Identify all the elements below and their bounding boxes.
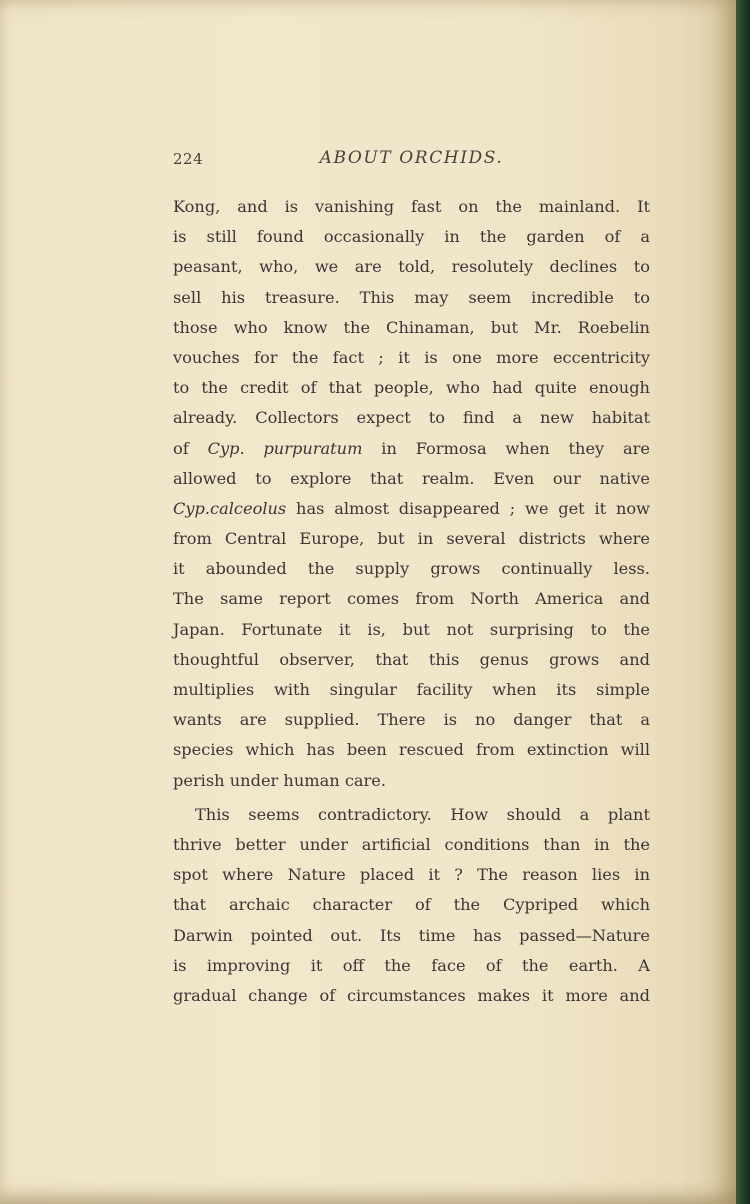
text-line: perish under human care.: [173, 770, 387, 790]
text-line: [173, 494, 650, 524]
text-line: sell his treasure. This may seem incredible to: [173, 287, 650, 307]
paragraph-1: [173, 192, 650, 796]
text-line: Darwin pointed out. Its time has passed—Nature: [173, 925, 650, 945]
text-line: peasant, who, we are told, resolutely declines to: [173, 257, 650, 277]
text-line: Japan. Fortunate it is, but not surprising to the: [173, 619, 650, 639]
text-line: is improving it off the face of the earth. A: [173, 955, 650, 975]
page-header: [173, 148, 650, 172]
body-text: [173, 192, 650, 1011]
text-line: wants are supplied. There is no danger that a: [173, 710, 650, 730]
text-line: spot where Nature placed it ? The reason lies in: [173, 865, 650, 885]
text-line: to the credit of that people, who had quite enough: [173, 378, 650, 398]
text-line: allowed to explore that realm. Even our native: [173, 468, 650, 488]
text-line: multiplies with singular facility when its simple: [173, 680, 650, 699]
text-line: it abounded the supply grows continually less.: [173, 559, 650, 579]
text-run: of: [173, 438, 208, 458]
running-head: ABOUT ORCHIDS.: [319, 148, 504, 168]
text-line: thrive better under artificial conditions than in the: [173, 834, 650, 854]
text-line: [173, 434, 650, 464]
text-line: vouches for the fact ; it is one more eccentricity: [173, 347, 650, 367]
text-line: Kong, and is vanishing fast on the mainland. It: [173, 197, 650, 216]
species-name: Cyp. purpuratum: [207, 438, 363, 458]
text-line: that archaic character of the Cypriped which: [173, 895, 650, 915]
text-line: from Central Europe, but in several districts where: [173, 529, 650, 549]
text-run: in Formosa when they are: [362, 438, 650, 458]
text-line: is still found occasionally in the garden of a: [173, 227, 650, 247]
text-line: thoughtful observer, that this genus grows and: [173, 649, 650, 669]
text-run: has almost disappeared ; we get it now: [286, 498, 650, 518]
text-line: The same report comes from North America and: [173, 589, 650, 609]
page-number: 224: [173, 150, 204, 168]
book-cover-edge: [736, 0, 750, 1204]
text-line: already. Collectors expect to find a new habitat: [173, 408, 650, 428]
text-line: those who know the Chinaman, but Mr. Roebelin: [173, 317, 650, 337]
text-line: This seems contradictory. How should a plant: [195, 804, 650, 824]
paragraph-2: [173, 800, 650, 1011]
text-line: species which has been rescued from extinction will: [173, 740, 650, 760]
text-line: gradual change of circumstances makes it more and: [173, 985, 650, 1005]
species-name: Cyp.calceolus: [173, 498, 287, 518]
